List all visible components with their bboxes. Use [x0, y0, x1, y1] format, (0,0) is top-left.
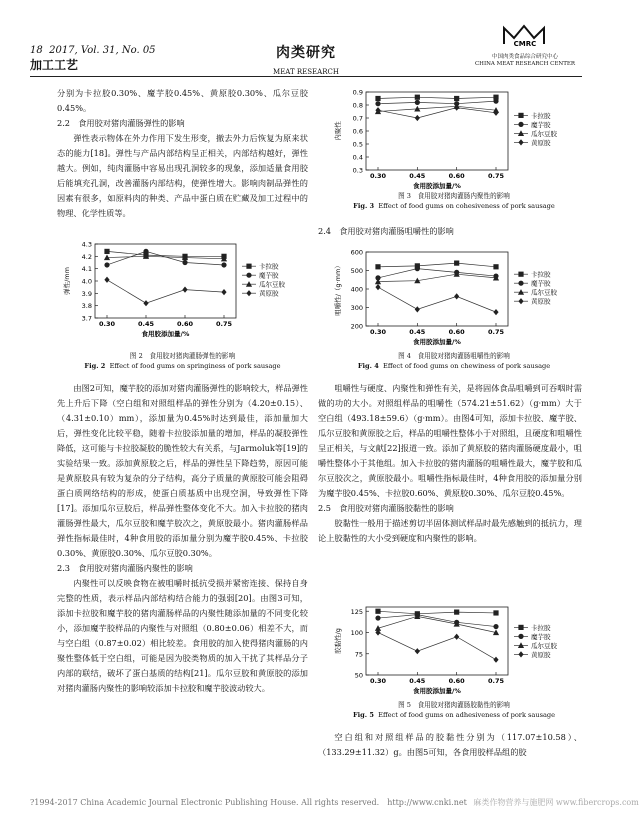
data-point: [375, 615, 380, 620]
figure-3-caption: [328, 191, 580, 211]
data-point: [182, 287, 187, 293]
data-point: [104, 262, 109, 267]
paragraph: 空白组和对照组样品的胶黏性分别为（117.07±10.58）、（133.29±11.32）g。由图5可知，各食用胶样品组的胶: [318, 732, 582, 757]
y-tick-label: 500: [350, 267, 363, 275]
data-point: [454, 261, 459, 266]
x-axis-label: 食用胶添加量/%: [413, 687, 461, 695]
y-tick-label: 50: [354, 671, 363, 680]
data-point: [415, 648, 420, 654]
caption-en: Effect of food gums on cohesiveness of pork sausage: [378, 202, 555, 210]
x-tick-label: 0.45: [409, 172, 426, 180]
data-point: [415, 95, 420, 100]
plot-frame: [95, 244, 236, 318]
x-tick-label: 0.30: [369, 677, 387, 685]
x-tick-label: 0.30: [369, 328, 387, 336]
caption-label: Fig. 4: [357, 362, 379, 370]
data-point: [415, 266, 420, 271]
caption-en: Effect of food gums on chewiness of pork sausage: [383, 362, 551, 370]
legend-marker: [518, 272, 523, 277]
data-point: [493, 657, 498, 663]
series-line: [378, 101, 496, 104]
figure-5-caption: [328, 700, 580, 720]
legend-label: 瓜尔豆胶: [259, 280, 285, 289]
series-line: [107, 251, 224, 256]
section-heading-2-2: 2.2 食用胶对猪肉灌肠弹性的影响: [57, 118, 185, 128]
series-line: [107, 256, 224, 258]
legend-label: 卡拉胶: [259, 262, 279, 271]
x-tick-label: 0.60: [176, 320, 194, 328]
legend-marker: [518, 651, 523, 657]
data-point: [493, 99, 498, 104]
y-tick-label: 4.1: [81, 265, 92, 274]
series-line: [378, 97, 496, 98]
legend-label: 魔芋胶: [531, 632, 551, 641]
paragraph: 内聚性可以反映食物在被咀嚼时抵抗受损并紧密连接、保持自身完整的性质，表示样品内部结构结合能力的强弱[20]。由图3可知，添加卡拉胶和魔芋胶的猪肉灌肠样品的内聚性随添加量的不同变化较小，添加魔芋胶样品的内聚性与对照组（0.80±0.06）相差不大，而与空白组（0.87±0.02）相比较差。食用胶的加入使得猪肉灌肠的内聚性整体低于空白组，可能是因为胶类物质的加入干扰了其样品分子内部的联结，破坏了蛋白基质的结构[21]。瓜尔豆胶和黄原胶的添加对猪肉灌肠内聚性的影响较添加卡拉胶和魔芋胶波动较大。: [57, 578, 308, 693]
caption-en: Effect of food gums on springiness of pork sausage: [109, 362, 281, 370]
legend-label: 黄原胶: [531, 297, 551, 306]
series-line: [378, 108, 496, 118]
y-tick-label: 200: [350, 322, 363, 331]
legend-label: 黄原胶: [531, 138, 551, 147]
figure-3: [328, 88, 580, 190]
y-axis-label: 咀嚼性/（g·mm）: [334, 262, 342, 316]
paragraph: 咀嚼性与硬度、内聚性和弹性有关，是将固体食品咀嚼到可吞咽时需做的功的大小。对照组样品的咀嚼性（574.21±51.62）（g·mm）大于空白组（493.18±59.6）（g·mm）。由图4可知，添加卡拉胶、魔芋胶、瓜尔豆胶和黄原胶之后，样品的咀嚼性整体小于对照组，且硬度和咀嚼性呈正相关，与文献[22]报道一致。添加了黄原胶的猪肉灌肠硬度最小，咀嚼性整体小于其他组。加入卡拉胶的猪肉灌肠的咀嚼性最大，魔芋胶和瓜尔豆胶次之，黄原胶最小。咀嚼性指标最佳时，4种食用胶的添加量分别为魔芋胶0.45%、卡拉胶0.60%、黄原胶0.30%、瓜尔豆胶0.45%。: [318, 383, 582, 498]
y-tick-label: 0.7: [352, 114, 363, 123]
figure-5: [328, 603, 580, 695]
cmrc-logo-icon: [500, 22, 550, 48]
figure-2-caption: [57, 351, 308, 371]
x-tick-label: 0.30: [98, 320, 116, 328]
caption-cn: 图 2 食用胶对猪肉灌肠弹性的影响: [129, 352, 236, 360]
legend-marker: [246, 273, 251, 278]
section-heading-2-3: 2.3 食用胶对猪肉灌肠内聚性的影响: [57, 563, 193, 573]
section-title: 加工工艺: [30, 58, 79, 72]
data-point: [454, 96, 459, 101]
data-point: [375, 101, 380, 106]
data-point: [493, 264, 498, 269]
series-line: [378, 611, 496, 614]
data-point: [493, 309, 498, 315]
caption-en: Effect of food gums on adhesiveness of pork sausage: [378, 711, 556, 719]
series-line: [378, 633, 496, 660]
data-point: [182, 260, 187, 265]
x-tick-label: 0.60: [448, 172, 465, 180]
caption-cn: 图 5 食用胶对猪肉灌肠胶黏性的影响: [398, 701, 510, 709]
chart-fig5: [328, 603, 580, 695]
figure-2: [57, 240, 308, 338]
legend-label: 魔芋胶: [531, 120, 551, 129]
data-point: [415, 100, 420, 105]
series-line: [378, 274, 496, 281]
legend-label: 卡拉胶: [531, 111, 551, 120]
logo-en: CHINA MEAT RESEARCH CENTER: [474, 61, 576, 67]
page-number: 18: [30, 45, 43, 56]
legend-label: 魔芋胶: [259, 271, 279, 280]
x-tick-label: 0.75: [487, 328, 505, 336]
legend-label: 瓜尔豆胶: [531, 288, 557, 297]
section-heading-2-4: 2.4 食用胶对猪肉灌肠咀嚼性的影响: [318, 226, 454, 236]
data-point: [375, 264, 380, 269]
header-rule: [30, 76, 582, 77]
legend-marker: [518, 281, 523, 286]
y-tick-label: 4.2: [81, 252, 92, 261]
y-tick-label: 0.5: [352, 140, 363, 149]
chart-fig3: [328, 88, 580, 190]
data-point: [493, 624, 498, 629]
legend-label: 瓜尔豆胶: [531, 641, 557, 650]
y-tick-label: 0.8: [352, 101, 363, 110]
y-axis-label: 胶黏性/g: [334, 628, 342, 654]
heading-2-4: [318, 224, 582, 239]
x-axis-label: 食用胶添加量/%: [413, 182, 461, 190]
plot-frame: [366, 252, 508, 326]
copyright: ?1994-2017 China Academic Journal Electronic Publishing House. All rights reserved. http://www.cnki.net: [30, 798, 467, 807]
y-tick-label: 300: [350, 304, 363, 312]
legend-label: 卡拉胶: [531, 270, 551, 279]
data-point: [454, 634, 459, 640]
logo-cn: 中国肉类食品综合研究中心: [491, 54, 558, 60]
x-tick-label: 0.75: [487, 172, 505, 180]
running-header-left: [30, 44, 156, 72]
y-tick-label: 100: [350, 629, 363, 637]
data-point: [415, 306, 420, 312]
y-tick-label: 4.0: [81, 277, 92, 286]
figure-4: [328, 248, 580, 346]
legend-marker: [518, 139, 523, 145]
x-tick-label: 0.75: [487, 677, 505, 685]
data-point: [415, 115, 420, 121]
series-line: [378, 287, 496, 312]
y-tick-label: 75: [354, 650, 363, 659]
y-tick-label: 125: [350, 607, 363, 616]
x-tick-label: 0.45: [137, 320, 155, 328]
chart-fig4: [328, 248, 580, 346]
y-tick-label: 0.9: [352, 88, 363, 97]
y-tick-label: 4.3: [81, 240, 92, 249]
caption-label: Fig. 2: [84, 362, 106, 370]
legend-marker: [518, 625, 523, 630]
y-tick-label: 0.6: [352, 127, 363, 136]
data-point: [221, 289, 226, 295]
legend-marker: [518, 634, 523, 639]
data-point: [454, 610, 459, 615]
data-point: [143, 249, 148, 254]
paragraph: 由图2可知，魔芋胶的添加对猪肉灌肠弹性的影响较大，样品弹性先上升后下降（空白组和对照组样品的弹性分别为（4.20±0.15）、（4.31±0.10）mm），添加量为0.45%时达到最佳，添加量加大后，弹性变化比较平稳，随着卡拉胶添加量的增加，样品的凝胶弹性降低，这可能与卡拉胶凝胶的脆性较大有关系，与Jarmoluk等[19]的实验结果一致。添加黄原胶之后，样品的弹性呈下降趋势，原因可能是黄原胶具有较为复杂的分子结构，高分子质量的黄原胶可能会阻碍蛋白质网络结构的形成，使蛋白质基质中出现空洞，导致弹性下降[17]。添加瓜尔豆胶后，样品弹性整体变化不大。加入卡拉胶的猪肉灌肠弹性最大，瓜尔豆胶和魔芋胶次之，黄原胶最小。猪肉灌肠样品弹性指标最佳时，4种食用胶的添加量分别为魔芋胶0.45%、卡拉胶0.30%、黄原胶0.30%、瓜尔豆胶0.30%。: [57, 383, 308, 558]
journal-title: [230, 42, 382, 76]
legend-marker: [246, 290, 251, 296]
data-point: [143, 300, 148, 306]
paragraph: 弹性表示物体在外力作用下发生形变，撤去外力后恢复为原来状态的能力[18]。弹性与产品内部结构呈正相关，内部结构越好，弹性越大。例如，纯肉灌肠中容易出现孔洞较多的现象，添加适量食用胶后能填充孔洞，改善灌肠内部结构，使弹性增大。影响肉制品弹性的因素有很多，如原料肉的种类、产品中蛋白质在贮藏及加工过程中的物理、化学性质等。: [57, 133, 308, 218]
series-line: [378, 263, 496, 267]
legend-label: 魔芋胶: [531, 279, 551, 288]
y-axis-label: 内聚性: [334, 121, 342, 141]
left-col-top: [57, 86, 308, 221]
y-tick-label: 0.4: [352, 153, 363, 162]
legend-label: 黄原胶: [531, 650, 551, 659]
paragraph: 胶黏性一般用于描述剪切半固体测试样品时最先感触到的抵抗力，理论上胶黏性的大小受到硬度和内聚性的影响。: [318, 518, 582, 543]
legend-marker: [246, 264, 251, 269]
chart-fig2: [57, 240, 308, 338]
caption-cn: 图 3 食用胶对猪肉灌肠内聚性的影响: [398, 192, 510, 200]
legend-marker: [518, 298, 523, 304]
journal-title-en: MEAT RESEARCH: [273, 68, 339, 76]
y-axis-label: 弹性/mm: [63, 267, 71, 295]
x-tick-label: 0.45: [409, 677, 426, 685]
x-axis-label: 食用胶添加量/%: [141, 330, 190, 338]
journal-logo: [470, 22, 580, 74]
section-heading-2-5: 2.5 食用胶对猪肉灌肠胶黏性的影响: [318, 503, 454, 513]
figure-4-caption: [328, 351, 580, 371]
legend-marker: [518, 122, 523, 127]
x-tick-label: 0.60: [448, 677, 465, 685]
x-tick-label: 0.30: [369, 172, 387, 180]
data-point: [221, 262, 226, 267]
logo-text: CMRC: [513, 40, 537, 48]
x-tick-label: 0.60: [448, 328, 465, 336]
y-tick-label: 3.9: [81, 289, 92, 298]
y-tick-label: 600: [350, 248, 363, 257]
caption-label: Fig. 5: [352, 711, 374, 719]
legend-label: 卡拉胶: [531, 623, 551, 632]
data-point: [375, 96, 380, 101]
data-point: [104, 277, 109, 283]
data-point: [493, 610, 498, 615]
data-point: [375, 284, 380, 290]
x-tick-label: 0.75: [215, 320, 233, 328]
caption-label: Fig. 3: [353, 202, 375, 210]
watermark: 麻类作物营养与施肥网 www.fibercrops.com: [473, 798, 639, 807]
y-tick-label: 400: [350, 285, 363, 294]
footer: [30, 797, 639, 808]
right-col-mid: [318, 381, 582, 546]
legend-label: 瓜尔豆胶: [531, 129, 557, 138]
data-point: [454, 293, 459, 299]
y-tick-label: 0.3: [352, 166, 363, 175]
journal-title-cn: 肉类研究: [276, 45, 336, 61]
x-tick-label: 0.45: [409, 328, 426, 336]
caption-cn: 图 4 食用胶对猪肉灌肠咀嚼性的影响: [398, 352, 510, 360]
right-col-bottom: [318, 730, 582, 760]
legend-label: 黄原胶: [259, 289, 279, 298]
x-axis-label: 食用胶添加量/%: [413, 338, 461, 346]
volume-info: 2017, Vol. 31, No. 05: [49, 45, 156, 56]
series-line: [378, 615, 496, 627]
data-point: [375, 609, 380, 614]
left-col-bottom: [57, 381, 308, 696]
data-point: [104, 249, 109, 254]
y-tick-label: 3.8: [81, 302, 92, 311]
legend-marker: [518, 113, 523, 118]
series-line: [107, 280, 224, 303]
y-tick-label: 3.7: [81, 314, 92, 323]
paragraph: 分别为卡拉胶0.30%、魔芋胶0.45%、黄原胶0.30%、瓜尔豆胶0.45%。: [57, 88, 308, 113]
